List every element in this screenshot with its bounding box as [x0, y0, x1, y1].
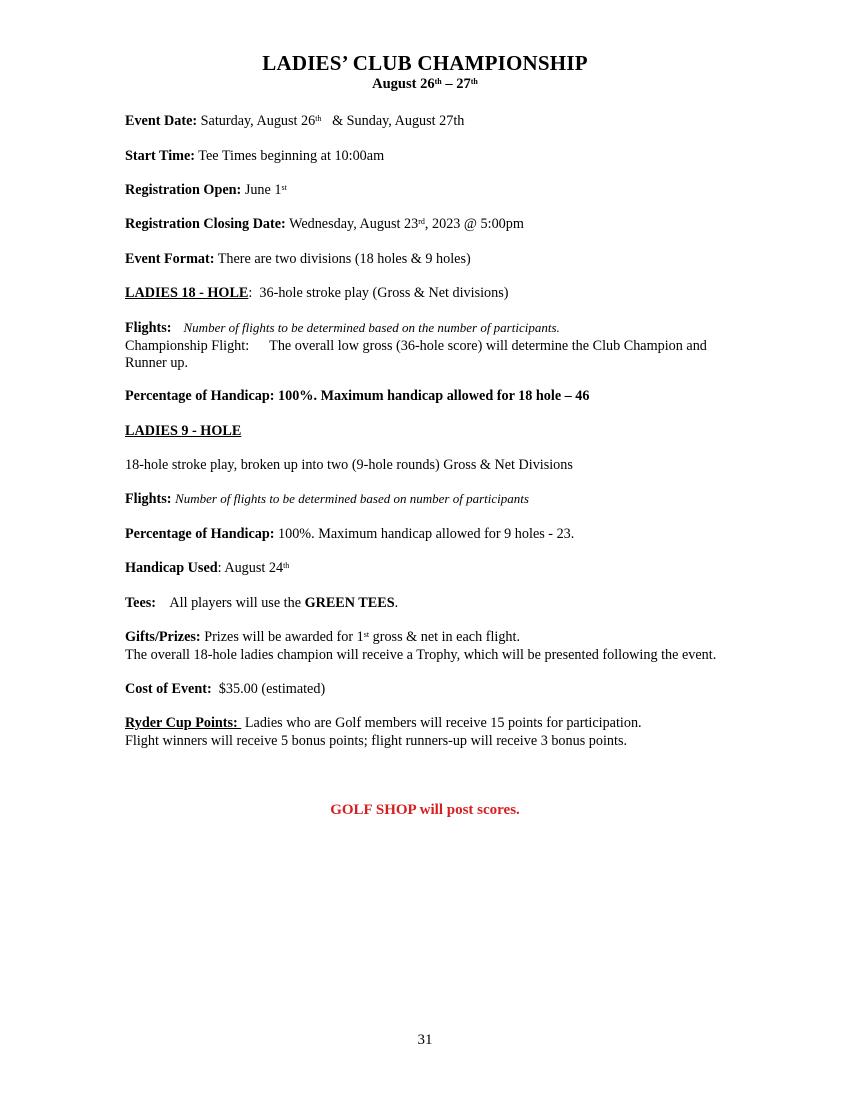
event-date-line: Event Date: Saturday, August 26th & Sunday, August 27th: [125, 113, 465, 129]
page-number: 31: [417, 1032, 433, 1048]
cost-line: Cost of Event: $35.00 (estimated): [125, 681, 326, 697]
championship-flight-line: Championship Flight: The overall low gross (36-hole score) will determine the Club Champion and: [125, 338, 707, 354]
gifts-prizes-line-2: The overall 18-hole ladies champion will receive a Trophy, which will be presented following the event.: [125, 647, 717, 663]
ladies-9-handicap: Percentage of Handicap: 100%. Maximum handicap allowed for 9 holes - 23.: [125, 526, 575, 542]
start-time-line: Start Time: Tee Times beginning at 10:00am: [125, 148, 385, 164]
golf-shop-notice: GOLF SHOP will post scores.: [330, 802, 520, 818]
gifts-prizes-line: Gifts/Prizes: Prizes will be awarded for 1st gross & net in each flight.: [125, 629, 521, 645]
event-format-line: Event Format: There are two divisions (18 holes & 9 holes): [125, 251, 471, 267]
ladies-18-handicap: Percentage of Handicap: 100%. Maximum handicap allowed for 18 hole – 46: [125, 388, 590, 404]
handicap-used-line: Handicap Used: August 24th: [125, 560, 290, 576]
ryder-cup-line-2: Flight winners will receive 5 bonus points; flight runners-up will receive 3 bonus points.: [125, 733, 628, 749]
registration-open-line: Registration Open: June 1st: [125, 182, 287, 198]
ladies-9-flights: Flights: Number of flights to be determined based on number of participants: [125, 491, 529, 507]
page-title: LADIES’ CLUB CHAMPIONSHIP: [262, 51, 588, 75]
tees-line: Tees: All players will use the GREEN TEES.: [125, 595, 399, 611]
event-dates: August 26th – 27th: [372, 76, 478, 92]
ryder-cup-line: Ryder Cup Points: Ladies who are Golf members will receive 15 points for participation.: [125, 715, 642, 731]
ladies-18-flights: Flights: Number of flights to be determined based on the number of participants.: [125, 320, 560, 336]
ladies-18-heading: LADIES 18 - HOLE: 36-hole stroke play (Gross & Net divisions): [125, 285, 509, 301]
ladies-9-format: 18-hole stroke play, broken up into two (9-hole rounds) Gross & Net Divisions: [125, 457, 573, 473]
registration-close-line: Registration Closing Date: Wednesday, August 23rd, 2023 @ 5:00pm: [125, 216, 524, 232]
ladies-9-heading: LADIES 9 - HOLE: [125, 423, 242, 439]
championship-flight-line-2: Runner up.: [125, 355, 189, 371]
